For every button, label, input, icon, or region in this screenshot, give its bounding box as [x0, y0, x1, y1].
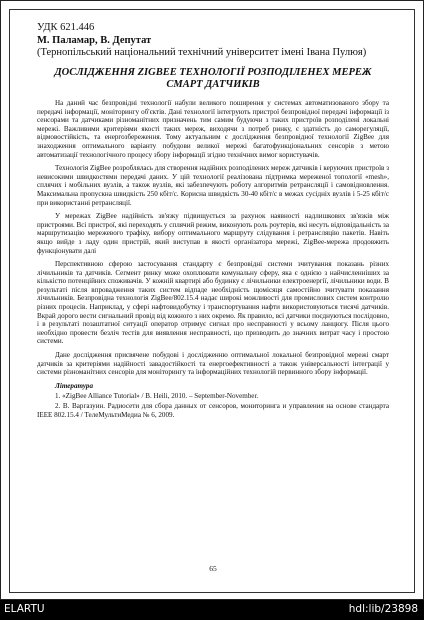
page-number: 65 — [209, 564, 217, 573]
reference-item: 2. В. Варгазуин. Радиосети для сбора данных от сенсоров, мониторинга и управления на основе стандарта IEEE 802.15.4 / ТелеМультиМедиа № 6, 2009. — [37, 402, 389, 419]
udk-code: УДК 621.446 — [37, 22, 95, 33]
article-title — [37, 67, 389, 91]
footer-bar — [0, 600, 424, 620]
title-line-1: ДОСЛІДЖЕННЯ ZIGBEE ТЕХНОЛОГІЇ РОЗПОДІЛЕНЕХ МЕРЕЖ — [54, 67, 372, 78]
paragraph: На даний час безпровідні технології набули великого поширення у системах автоматизованого збору та передачі інформації, моніторингу об'єктів. Дані технології інтегрують пристрої безпровідної передачі інформації із сенсорами та датчиками різноманітних призначень тим самим будуючи з таких пристроїв розподілені локальні мережі. Важливими критеріями якості таких мереж, виходячи з потреб ринку, є здатність до саморегуляції, відмовостійкість, та енергозбереження. Тому актуальним є дослідження безпровідної технології ZigBee для знаходження оптимального варіанту побудови великої мережі багатофункціональних сенсорів з метою автоматизації технологічного процесу збору інформації згідно технічних вимог користувачів. — [37, 99, 389, 159]
paragraph: Перспективною сферою застосування стандарту є безпровідні системи зчитування показань різних лічильників та датчиків. Сегмент ринку може охоплювати комунальну сферу, яка є однією з найчисленніших за кількістю потенційних споживачів. У кожній квартирі або будинку є лічильники електроенергії, лічильники води. В результаті після впровадження таких систем відпаде необхідність щомісяця самостійно зчитувати показання лічильників. Безпровідна технологія ZigBee/802.15.4 надає широкі можливості для промислових систем контролю різних процесів. Наприклад, у сфері нафтовидобутку і транспортування нафти використовуються тисячі датчиків. Вкрай дорого вести сигнальний провід від кожного з них окремо. Як правило, всі датчики поєднуються послідовно, і в результаті позаштатної ситуації оператор отримує сигнал про несправності у всьому ланцюгу. Після цього необхідно провести безліч тестів для виявлення несправності, що призводить до значних витрат часу і простою системи. — [37, 260, 389, 346]
authors: М. Паламар, В. Депутат — [37, 35, 152, 46]
reference-item: 1. «ZigBee Alliance Tutorial» / В. Heili, 2010. – September-November. — [55, 392, 259, 401]
literature-heading: Література — [55, 381, 93, 390]
footer-handle-label: hdl:lib/23898 — [348, 603, 418, 615]
paragraph: Дане дослідження присвячене побудові і дослідженню оптимальної локальної безпровідної мережі смарт датчиків за критеріями надійності завадостійкості та енергоефективності а також універсальності інтеграції у системи різноманітних сенсорів для моніторингу та інформаційних технологій первинного збору інформації. — [37, 351, 389, 377]
paragraph: У мережах ZigBee надійність зв'язку підвищується за рахунок наявності надлишкових зв'язків між пристроями. Всі пристрої, які переходять у сплячий режим, виконують роль роутерів, які несуть відповідальність за маршрутизацію мережевого трафіку, вибору оптимального маршруту слідування і ретрансляцію пакетів. Навіть якщо вийде з ладу один пристрій, який виступав в якості організатора мережі, ZigBee-мережа продовжить функціонувати далі — [37, 212, 389, 255]
paragraph: Технологія ZigBee розроблялась для створення надійних розподілених мереж датчиків і керуючих пристроїв з невисокими швидкостями передачі даних. У цій технології реалізована підтримка мереженої топології «mesh», сплячих і мобільних вузлів, а також вузлів, які забезпечують роботу алгоритмів ретрансляції і самовідновлення. Максимальна пропускна швидкість 250 кбіт/с. Корисна швидкість 30-40 кбіт/с в межах сусідніх вузлів і 5-25 кбіт/с при використанні ретрансляції. — [37, 164, 389, 207]
footer-repository-label: ELARTU — [4, 603, 45, 615]
affiliation: (Тернопільський національний технічний університет імені Івана Пулюя) — [37, 47, 367, 58]
title-line-2: СМАРТ ДАТЧИКІВ — [166, 79, 260, 90]
article-body — [37, 99, 389, 420]
